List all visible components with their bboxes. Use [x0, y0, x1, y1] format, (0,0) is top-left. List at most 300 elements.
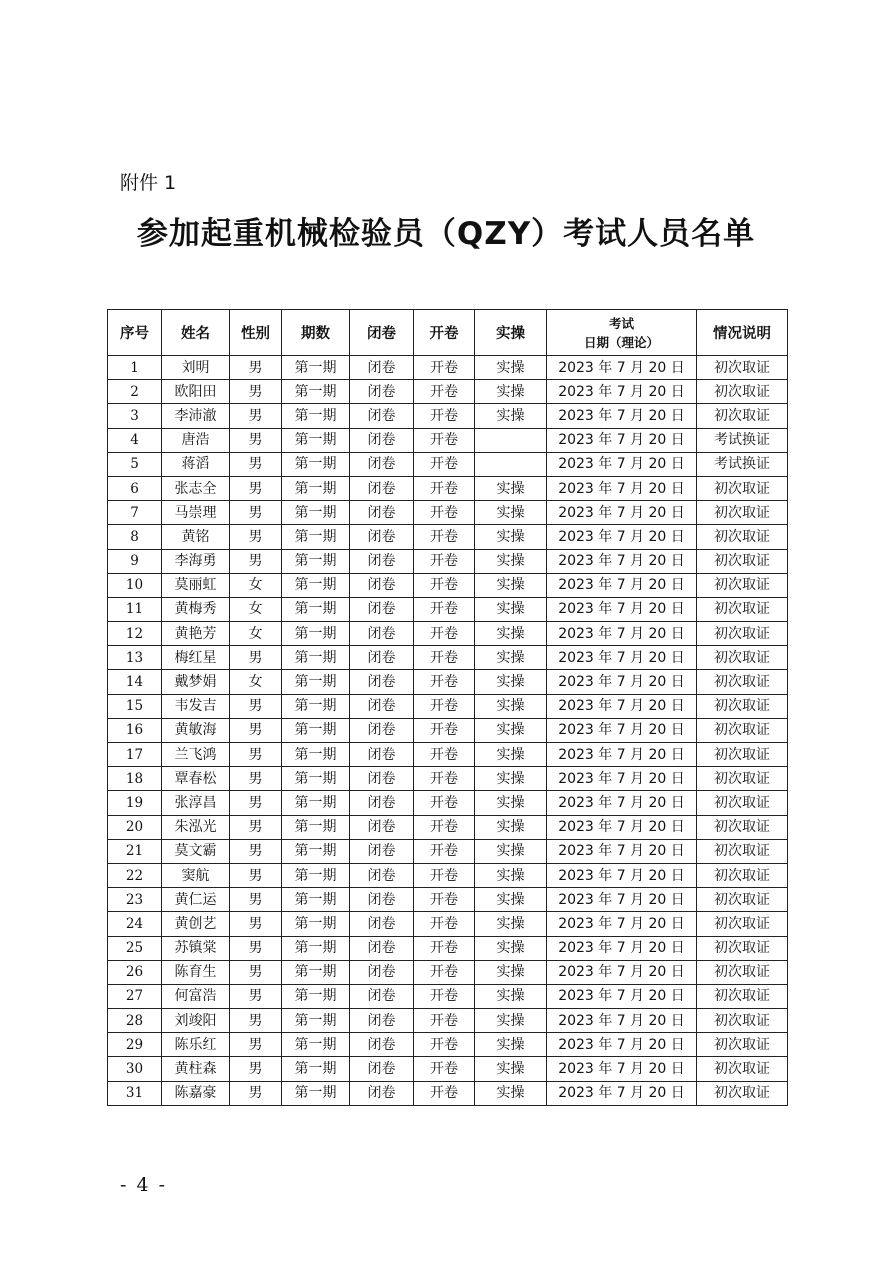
cell-exam-date: 2023 年 7 月 20 日	[547, 984, 697, 1008]
cell-period: 第一期	[282, 356, 350, 380]
cell-exam-date: 2023 年 7 月 20 日	[547, 452, 697, 476]
cell-name: 黄敏海	[162, 718, 230, 742]
cell-exam-date: 2023 年 7 月 20 日	[547, 573, 697, 597]
cell-name: 马崇理	[162, 501, 230, 525]
cell-remark: 初次取证	[697, 356, 788, 380]
cell-period: 第一期	[282, 1057, 350, 1081]
cell-seq: 9	[108, 549, 162, 573]
cell-closed-book: 闭卷	[350, 525, 414, 549]
cell-exam-date: 2023 年 7 月 20 日	[547, 428, 697, 452]
header-period: 期数	[282, 310, 350, 356]
cell-open-book: 开卷	[414, 1081, 475, 1105]
cell-gender: 女	[230, 597, 282, 621]
cell-remark: 初次取证	[697, 815, 788, 839]
cell-exam-date: 2023 年 7 月 20 日	[547, 912, 697, 936]
table-row	[108, 718, 788, 742]
cell-open-book: 开卷	[414, 356, 475, 380]
cell-gender: 男	[230, 960, 282, 984]
header-practical: 实操	[475, 310, 547, 356]
candidate-table	[107, 309, 788, 1106]
cell-gender: 男	[230, 839, 282, 863]
cell-gender: 女	[230, 573, 282, 597]
cell-period: 第一期	[282, 622, 350, 646]
cell-open-book: 开卷	[414, 549, 475, 573]
cell-open-book: 开卷	[414, 501, 475, 525]
cell-closed-book: 闭卷	[350, 863, 414, 887]
cell-seq: 1	[108, 356, 162, 380]
cell-remark: 初次取证	[697, 888, 788, 912]
cell-practical: 实操	[475, 646, 547, 670]
cell-open-book: 开卷	[414, 622, 475, 646]
cell-gender: 男	[230, 936, 282, 960]
cell-gender: 男	[230, 356, 282, 380]
cell-exam-date: 2023 年 7 月 20 日	[547, 839, 697, 863]
cell-seq: 6	[108, 476, 162, 500]
cell-practical: 实操	[475, 694, 547, 718]
cell-seq: 29	[108, 1033, 162, 1057]
header-exam-date-line1: 考试	[608, 315, 634, 331]
table-row	[108, 501, 788, 525]
cell-open-book: 开卷	[414, 670, 475, 694]
cell-period: 第一期	[282, 718, 350, 742]
table-header-row	[108, 310, 788, 356]
cell-seq: 22	[108, 863, 162, 887]
cell-seq: 19	[108, 791, 162, 815]
cell-practical: 实操	[475, 380, 547, 404]
cell-open-book: 开卷	[414, 597, 475, 621]
cell-practical: 实操	[475, 743, 547, 767]
cell-name: 唐浩	[162, 428, 230, 452]
cell-gender: 男	[230, 476, 282, 500]
cell-period: 第一期	[282, 1033, 350, 1057]
table-row	[108, 597, 788, 621]
cell-name: 陈乐红	[162, 1033, 230, 1057]
cell-exam-date: 2023 年 7 月 20 日	[547, 525, 697, 549]
cell-name: 陈嘉豪	[162, 1081, 230, 1105]
cell-period: 第一期	[282, 743, 350, 767]
cell-name: 莫文霸	[162, 839, 230, 863]
cell-practical: 实操	[475, 597, 547, 621]
cell-remark: 考试换证	[697, 452, 788, 476]
table-row	[108, 888, 788, 912]
cell-practical: 实操	[475, 863, 547, 887]
cell-practical: 实操	[475, 936, 547, 960]
cell-gender: 男	[230, 452, 282, 476]
header-open-book: 开卷	[414, 310, 475, 356]
cell-closed-book: 闭卷	[350, 791, 414, 815]
cell-remark: 初次取证	[697, 670, 788, 694]
cell-gender: 女	[230, 670, 282, 694]
cell-closed-book: 闭卷	[350, 501, 414, 525]
cell-closed-book: 闭卷	[350, 1009, 414, 1033]
cell-practical: 实操	[475, 501, 547, 525]
cell-remark: 初次取证	[697, 839, 788, 863]
cell-exam-date: 2023 年 7 月 20 日	[547, 694, 697, 718]
cell-open-book: 开卷	[414, 960, 475, 984]
cell-seq: 7	[108, 501, 162, 525]
cell-practical	[475, 452, 547, 476]
cell-exam-date: 2023 年 7 月 20 日	[547, 1009, 697, 1033]
cell-exam-date: 2023 年 7 月 20 日	[547, 476, 697, 500]
cell-closed-book: 闭卷	[350, 452, 414, 476]
cell-seq: 2	[108, 380, 162, 404]
header-gender: 性别	[230, 310, 282, 356]
cell-remark: 初次取证	[697, 936, 788, 960]
table-row	[108, 380, 788, 404]
cell-period: 第一期	[282, 670, 350, 694]
cell-open-book: 开卷	[414, 476, 475, 500]
attachment-label: 附件 1	[120, 172, 177, 194]
table-row	[108, 815, 788, 839]
cell-seq: 30	[108, 1057, 162, 1081]
cell-gender: 男	[230, 743, 282, 767]
cell-practical: 实操	[475, 791, 547, 815]
cell-remark: 初次取证	[697, 1081, 788, 1105]
cell-seq: 10	[108, 573, 162, 597]
cell-exam-date: 2023 年 7 月 20 日	[547, 888, 697, 912]
table-row	[108, 549, 788, 573]
cell-practical: 实操	[475, 476, 547, 500]
cell-seq: 11	[108, 597, 162, 621]
cell-gender: 男	[230, 428, 282, 452]
cell-name: 覃春松	[162, 767, 230, 791]
cell-practical: 实操	[475, 525, 547, 549]
cell-exam-date: 2023 年 7 月 20 日	[547, 791, 697, 815]
cell-seq: 17	[108, 743, 162, 767]
table-row	[108, 743, 788, 767]
cell-practical: 实操	[475, 1081, 547, 1105]
cell-closed-book: 闭卷	[350, 694, 414, 718]
cell-practical: 实操	[475, 670, 547, 694]
cell-period: 第一期	[282, 549, 350, 573]
cell-remark: 初次取证	[697, 646, 788, 670]
cell-name: 黄创艺	[162, 912, 230, 936]
cell-closed-book: 闭卷	[350, 476, 414, 500]
cell-seq: 14	[108, 670, 162, 694]
cell-name: 莫丽虹	[162, 573, 230, 597]
cell-gender: 男	[230, 1057, 282, 1081]
cell-period: 第一期	[282, 452, 350, 476]
table-row	[108, 622, 788, 646]
cell-period: 第一期	[282, 815, 350, 839]
cell-closed-book: 闭卷	[350, 743, 414, 767]
cell-closed-book: 闭卷	[350, 912, 414, 936]
cell-seq: 20	[108, 815, 162, 839]
cell-remark: 初次取证	[697, 501, 788, 525]
cell-period: 第一期	[282, 839, 350, 863]
cell-exam-date: 2023 年 7 月 20 日	[547, 549, 697, 573]
cell-gender: 男	[230, 646, 282, 670]
cell-period: 第一期	[282, 428, 350, 452]
cell-name: 张淳昌	[162, 791, 230, 815]
cell-seq: 21	[108, 839, 162, 863]
cell-practical: 实操	[475, 404, 547, 428]
cell-seq: 31	[108, 1081, 162, 1105]
cell-open-book: 开卷	[414, 1057, 475, 1081]
cell-remark: 初次取证	[697, 525, 788, 549]
cell-period: 第一期	[282, 501, 350, 525]
cell-remark: 初次取证	[697, 573, 788, 597]
cell-exam-date: 2023 年 7 月 20 日	[547, 597, 697, 621]
cell-open-book: 开卷	[414, 718, 475, 742]
cell-exam-date: 2023 年 7 月 20 日	[547, 718, 697, 742]
cell-exam-date: 2023 年 7 月 20 日	[547, 646, 697, 670]
cell-seq: 28	[108, 1009, 162, 1033]
cell-open-book: 开卷	[414, 573, 475, 597]
cell-seq: 27	[108, 984, 162, 1008]
cell-seq: 25	[108, 936, 162, 960]
cell-name: 梅红星	[162, 646, 230, 670]
cell-exam-date: 2023 年 7 月 20 日	[547, 356, 697, 380]
cell-gender: 男	[230, 912, 282, 936]
cell-closed-book: 闭卷	[350, 767, 414, 791]
cell-name: 朱泓光	[162, 815, 230, 839]
cell-remark: 初次取证	[697, 549, 788, 573]
cell-gender: 男	[230, 718, 282, 742]
cell-practical: 实操	[475, 1057, 547, 1081]
cell-closed-book: 闭卷	[350, 984, 414, 1008]
cell-exam-date: 2023 年 7 月 20 日	[547, 1081, 697, 1105]
table-row	[108, 863, 788, 887]
cell-exam-date: 2023 年 7 月 20 日	[547, 1057, 697, 1081]
cell-seq: 8	[108, 525, 162, 549]
cell-gender: 男	[230, 767, 282, 791]
cell-closed-book: 闭卷	[350, 1033, 414, 1057]
cell-period: 第一期	[282, 888, 350, 912]
cell-closed-book: 闭卷	[350, 622, 414, 646]
cell-open-book: 开卷	[414, 694, 475, 718]
cell-gender: 男	[230, 525, 282, 549]
cell-remark: 初次取证	[697, 694, 788, 718]
cell-open-book: 开卷	[414, 767, 475, 791]
table-row	[108, 573, 788, 597]
table-row	[108, 1033, 788, 1057]
cell-remark: 初次取证	[697, 718, 788, 742]
cell-closed-book: 闭卷	[350, 670, 414, 694]
cell-closed-book: 闭卷	[350, 356, 414, 380]
header-closed-book: 闭卷	[350, 310, 414, 356]
header-name: 姓名	[162, 310, 230, 356]
table-row	[108, 767, 788, 791]
cell-exam-date: 2023 年 7 月 20 日	[547, 815, 697, 839]
cell-open-book: 开卷	[414, 404, 475, 428]
cell-open-book: 开卷	[414, 984, 475, 1008]
cell-gender: 男	[230, 694, 282, 718]
cell-open-book: 开卷	[414, 743, 475, 767]
cell-gender: 男	[230, 404, 282, 428]
cell-open-book: 开卷	[414, 428, 475, 452]
table-row	[108, 984, 788, 1008]
cell-open-book: 开卷	[414, 791, 475, 815]
cell-exam-date: 2023 年 7 月 20 日	[547, 936, 697, 960]
header-seq: 序号	[108, 310, 162, 356]
table-row	[108, 839, 788, 863]
cell-practical: 实操	[475, 1033, 547, 1057]
cell-remark: 初次取证	[697, 622, 788, 646]
cell-closed-book: 闭卷	[350, 573, 414, 597]
table-row	[108, 1057, 788, 1081]
cell-seq: 15	[108, 694, 162, 718]
cell-practical	[475, 428, 547, 452]
cell-name: 韦发吉	[162, 694, 230, 718]
cell-name: 兰飞鸿	[162, 743, 230, 767]
cell-closed-book: 闭卷	[350, 888, 414, 912]
document-title: 参加起重机械检验员（QZY）考试人员名单	[136, 216, 756, 252]
cell-name: 黄梅秀	[162, 597, 230, 621]
cell-exam-date: 2023 年 7 月 20 日	[547, 404, 697, 428]
cell-gender: 男	[230, 815, 282, 839]
cell-open-book: 开卷	[414, 912, 475, 936]
cell-period: 第一期	[282, 863, 350, 887]
cell-period: 第一期	[282, 646, 350, 670]
cell-period: 第一期	[282, 984, 350, 1008]
page-number: - 4 -	[120, 1174, 168, 1196]
cell-closed-book: 闭卷	[350, 549, 414, 573]
header-exam-date-line2: 日期（理论）	[583, 334, 659, 350]
cell-seq: 18	[108, 767, 162, 791]
cell-closed-book: 闭卷	[350, 936, 414, 960]
cell-period: 第一期	[282, 912, 350, 936]
table-row	[108, 356, 788, 380]
cell-name: 黄仁运	[162, 888, 230, 912]
cell-closed-book: 闭卷	[350, 380, 414, 404]
table-row	[108, 525, 788, 549]
cell-remark: 初次取证	[697, 863, 788, 887]
table-row	[108, 428, 788, 452]
cell-name: 何富浩	[162, 984, 230, 1008]
cell-name: 窦航	[162, 863, 230, 887]
cell-open-book: 开卷	[414, 452, 475, 476]
cell-open-book: 开卷	[414, 646, 475, 670]
cell-practical: 实操	[475, 839, 547, 863]
cell-practical: 实操	[475, 573, 547, 597]
cell-seq: 3	[108, 404, 162, 428]
table-row	[108, 1009, 788, 1033]
table-row	[108, 404, 788, 428]
cell-name: 刘明	[162, 356, 230, 380]
cell-period: 第一期	[282, 1081, 350, 1105]
cell-period: 第一期	[282, 767, 350, 791]
cell-seq: 23	[108, 888, 162, 912]
cell-remark: 初次取证	[697, 984, 788, 1008]
table-row	[108, 960, 788, 984]
cell-remark: 初次取证	[697, 743, 788, 767]
cell-name: 刘竣阳	[162, 1009, 230, 1033]
cell-open-book: 开卷	[414, 839, 475, 863]
table-row	[108, 452, 788, 476]
cell-name: 陈育生	[162, 960, 230, 984]
cell-open-book: 开卷	[414, 815, 475, 839]
cell-gender: 男	[230, 1033, 282, 1057]
cell-period: 第一期	[282, 476, 350, 500]
cell-gender: 男	[230, 863, 282, 887]
cell-exam-date: 2023 年 7 月 20 日	[547, 670, 697, 694]
cell-period: 第一期	[282, 573, 350, 597]
cell-exam-date: 2023 年 7 月 20 日	[547, 743, 697, 767]
cell-closed-book: 闭卷	[350, 428, 414, 452]
cell-name: 欧阳田	[162, 380, 230, 404]
cell-remark: 初次取证	[697, 767, 788, 791]
cell-name: 黄铭	[162, 525, 230, 549]
cell-seq: 26	[108, 960, 162, 984]
cell-remark: 初次取证	[697, 791, 788, 815]
header-exam-date	[547, 310, 697, 356]
cell-remark: 初次取证	[697, 912, 788, 936]
cell-open-book: 开卷	[414, 380, 475, 404]
cell-open-book: 开卷	[414, 1033, 475, 1057]
cell-gender: 男	[230, 984, 282, 1008]
cell-remark: 初次取证	[697, 1033, 788, 1057]
cell-open-book: 开卷	[414, 888, 475, 912]
cell-practical: 实操	[475, 718, 547, 742]
cell-gender: 男	[230, 888, 282, 912]
cell-closed-book: 闭卷	[350, 960, 414, 984]
cell-period: 第一期	[282, 525, 350, 549]
cell-period: 第一期	[282, 597, 350, 621]
cell-name: 戴梦娟	[162, 670, 230, 694]
cell-practical: 实操	[475, 549, 547, 573]
cell-practical: 实操	[475, 984, 547, 1008]
cell-open-book: 开卷	[414, 936, 475, 960]
cell-exam-date: 2023 年 7 月 20 日	[547, 622, 697, 646]
table-row	[108, 646, 788, 670]
cell-period: 第一期	[282, 960, 350, 984]
cell-gender: 男	[230, 1081, 282, 1105]
cell-period: 第一期	[282, 936, 350, 960]
cell-closed-book: 闭卷	[350, 815, 414, 839]
cell-gender: 男	[230, 549, 282, 573]
table-row	[108, 1081, 788, 1105]
cell-closed-book: 闭卷	[350, 646, 414, 670]
cell-practical: 实操	[475, 960, 547, 984]
cell-open-book: 开卷	[414, 525, 475, 549]
cell-exam-date: 2023 年 7 月 20 日	[547, 767, 697, 791]
cell-practical: 实操	[475, 888, 547, 912]
cell-gender: 男	[230, 380, 282, 404]
cell-closed-book: 闭卷	[350, 839, 414, 863]
cell-closed-book: 闭卷	[350, 1081, 414, 1105]
cell-remark: 初次取证	[697, 597, 788, 621]
cell-closed-book: 闭卷	[350, 404, 414, 428]
cell-practical: 实操	[475, 767, 547, 791]
cell-seq: 13	[108, 646, 162, 670]
cell-seq: 4	[108, 428, 162, 452]
table-row	[108, 476, 788, 500]
cell-gender: 男	[230, 791, 282, 815]
cell-exam-date: 2023 年 7 月 20 日	[547, 501, 697, 525]
cell-exam-date: 2023 年 7 月 20 日	[547, 380, 697, 404]
cell-gender: 男	[230, 1009, 282, 1033]
cell-remark: 初次取证	[697, 960, 788, 984]
table-row	[108, 694, 788, 718]
cell-open-book: 开卷	[414, 863, 475, 887]
cell-name: 黄柱森	[162, 1057, 230, 1081]
cell-remark: 初次取证	[697, 1057, 788, 1081]
cell-gender: 女	[230, 622, 282, 646]
table-row	[108, 791, 788, 815]
table-row	[108, 670, 788, 694]
cell-remark: 初次取证	[697, 380, 788, 404]
cell-practical: 实操	[475, 815, 547, 839]
cell-seq: 12	[108, 622, 162, 646]
cell-remark: 初次取证	[697, 404, 788, 428]
cell-remark: 初次取证	[697, 476, 788, 500]
cell-period: 第一期	[282, 1009, 350, 1033]
cell-period: 第一期	[282, 404, 350, 428]
cell-name: 李沛澈	[162, 404, 230, 428]
cell-period: 第一期	[282, 694, 350, 718]
cell-name: 苏镇棠	[162, 936, 230, 960]
